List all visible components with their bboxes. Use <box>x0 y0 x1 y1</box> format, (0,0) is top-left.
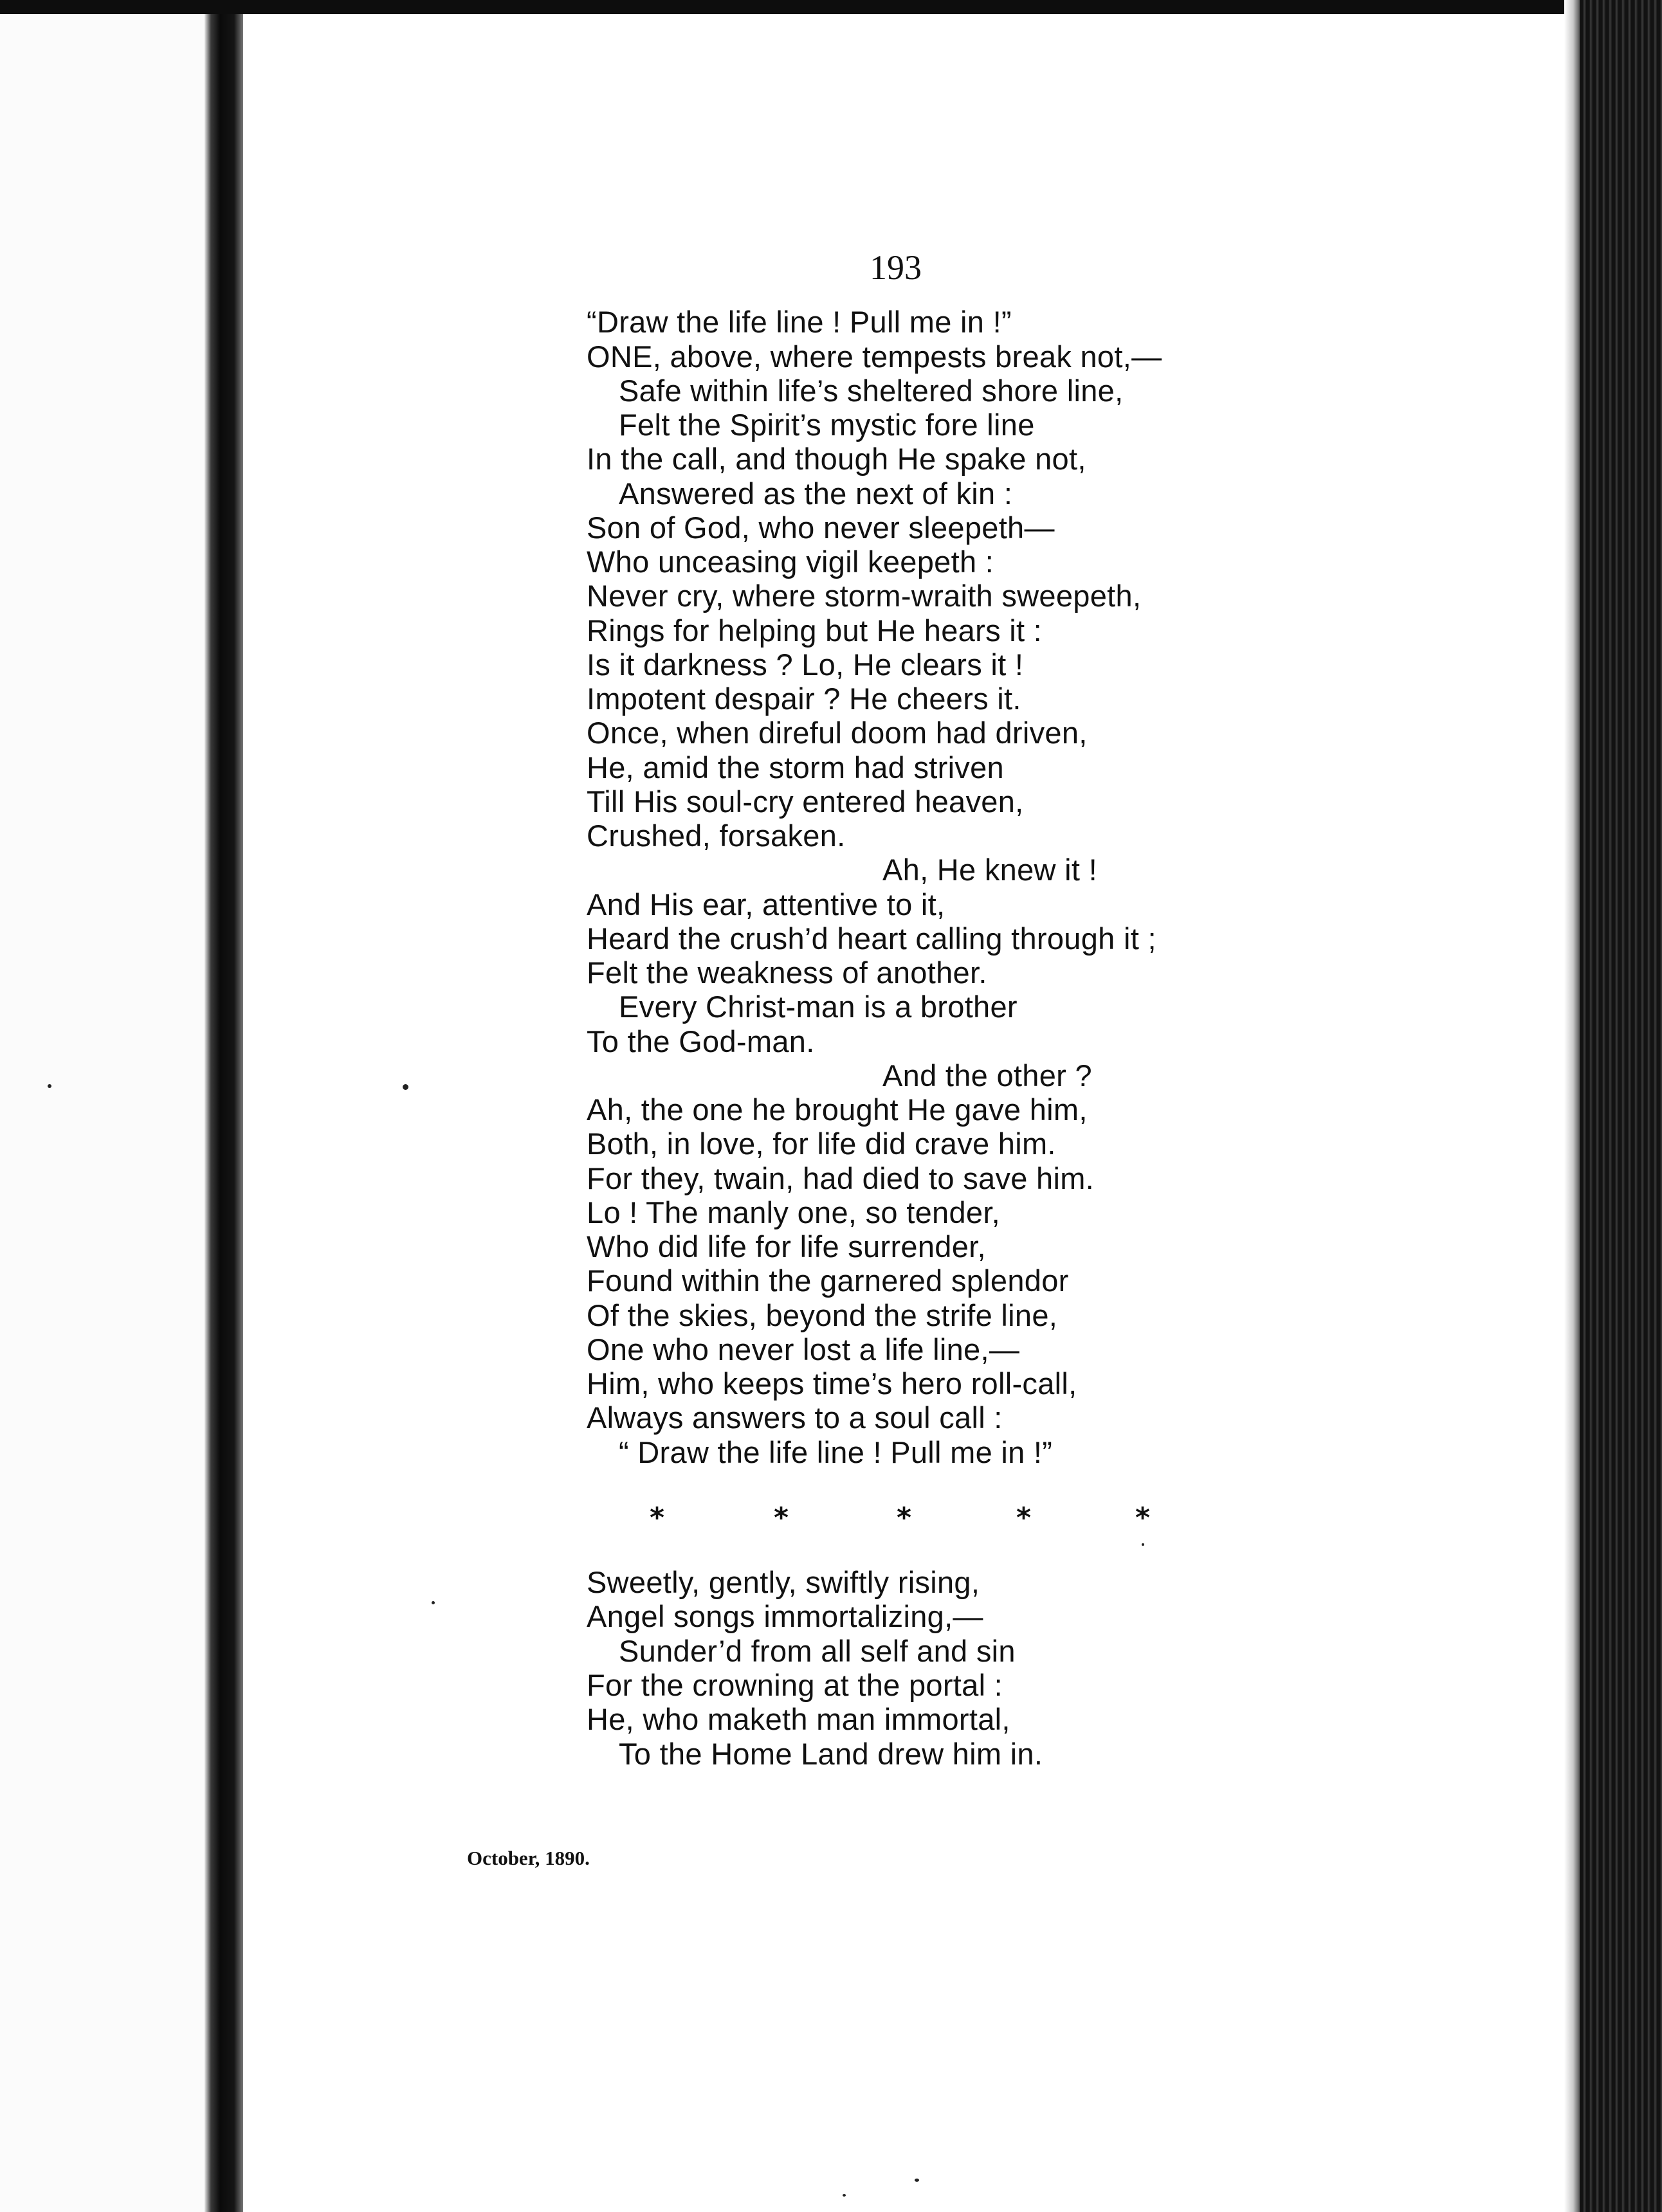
page-number: 193 <box>870 248 922 287</box>
separator-star: * <box>1135 1501 1151 1534</box>
poem-line: Once, when direful doom had driven, <box>587 716 1088 750</box>
scan-speck <box>403 1084 408 1090</box>
poem-line: Felt the Spirit’s mystic fore line <box>619 408 1035 442</box>
poem-line: Impotent despair ? He cheers it. <box>587 682 1021 716</box>
poem-line: Is it darkness ? Lo, He clears it ! <box>587 648 1024 682</box>
poem-line: Who unceasing vigil keepeth : <box>587 545 994 579</box>
scan-speck <box>915 2179 919 2182</box>
poem-line: Till His soul-cry entered heaven, <box>587 784 1024 819</box>
separator-star: * <box>1016 1501 1032 1534</box>
date-footer: October, 1890. <box>467 1847 590 1869</box>
book-gutter <box>205 14 243 2212</box>
poem-line: He, amid the storm had striven <box>587 750 1004 784</box>
poem-line: ONE, above, where tempests break not,— <box>587 340 1162 374</box>
separator-star: * <box>897 1501 912 1534</box>
poem-line: “ Draw the life line ! Pull me in !” <box>619 1435 1053 1469</box>
book-top-edge <box>0 0 1662 14</box>
poem-line: “Draw the life line ! Pull me in !” <box>587 305 1012 339</box>
poem-line: In the call, and though He spake not, <box>587 442 1086 476</box>
poem-line: Son of God, who never sleepeth— <box>587 511 1055 545</box>
poem-line: Never cry, where storm-wraith sweepeth, <box>587 579 1142 613</box>
separator-star: * <box>650 1501 665 1534</box>
closing-line: Sweetly, gently, swiftly rising, <box>587 1565 980 1599</box>
poem-line: Him, who keeps time’s hero roll-call, <box>587 1366 1077 1401</box>
poem-line: Rings for helping but He hears it : <box>587 613 1043 648</box>
poem-line: Safe within life’s sheltered shore line, <box>619 374 1124 408</box>
scan-speck <box>1142 1543 1144 1546</box>
closing-line: He, who maketh man immortal, <box>587 1702 1010 1736</box>
separator-star: * <box>774 1501 789 1534</box>
closing-line: Sunder’d from all self and sin <box>619 1634 1016 1668</box>
poem-line: And His ear, attentive to it, <box>587 887 945 921</box>
poem-line: And the other ? <box>882 1058 1092 1092</box>
poem-line: Ah, He knew it ! <box>882 853 1097 887</box>
closing-line: For the crowning at the portal : <box>587 1668 1003 1702</box>
poem-line: One who never lost a life line,— <box>587 1332 1020 1366</box>
poem-line: Lo ! The manly one, so tender, <box>587 1195 1001 1229</box>
poem-line: Felt the weakness of another. <box>587 956 987 990</box>
poem-line: Every Christ-man is a brother <box>619 990 1018 1024</box>
poem-line: Answered as the next of kin : <box>619 476 1013 511</box>
closing-line: Angel songs immortalizing,— <box>587 1599 983 1633</box>
poem-line: Both, in love, for life did crave him. <box>587 1127 1056 1161</box>
poem-line: Who did life for life surrender, <box>587 1229 986 1264</box>
book-right-edge <box>1580 0 1662 2212</box>
scan-speck <box>843 2194 846 2197</box>
poem-line: Of the skies, beyond the strife line, <box>587 1298 1058 1332</box>
poem-line: Always answers to a soul call : <box>587 1401 1003 1435</box>
closing-line: To the Home Land drew him in. <box>619 1737 1043 1771</box>
facing-page <box>0 14 205 2212</box>
scan-speck <box>48 1084 51 1088</box>
poem-line: Crushed, forsaken. <box>587 819 846 853</box>
poem-line: Found within the garnered splendor <box>587 1264 1069 1298</box>
poem-line: For they, twain, had died to save him. <box>587 1161 1095 1195</box>
poem-line: Ah, the one he brought He gave him, <box>587 1092 1088 1127</box>
poem-line: Heard the crush’d heart calling through it ; <box>587 921 1156 956</box>
scan-speck <box>432 1601 435 1604</box>
poem-line: To the God-man. <box>587 1024 815 1058</box>
